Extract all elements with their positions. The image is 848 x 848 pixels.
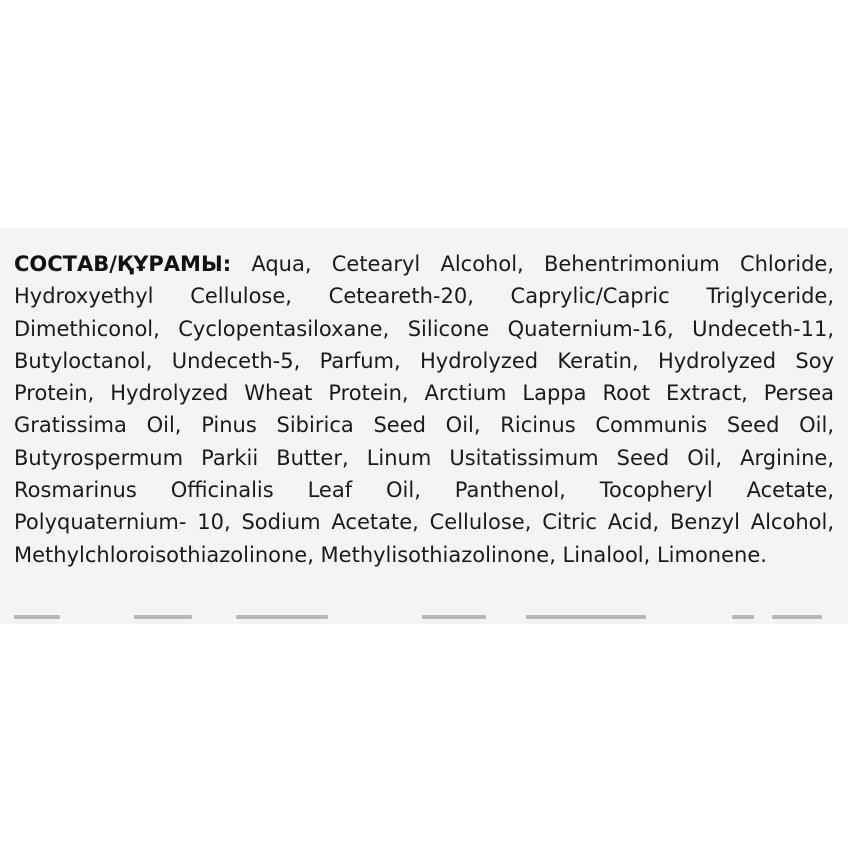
ingredients-paragraph — [14, 248, 834, 571]
ingredients-list: Aqua, Cetearyl Alcohol, Behentrimonium Chloride, Hydroxyethyl Cellulose, Ceteareth-20, Caprylic/Capric Triglyceride, Dimethiconol, Cyclopentasiloxane, Silicone Quaternium-16, Undeceth-11, Butyloctanol, Undeceth-5, Parfum, Hydrolyzed Keratin, Hydrolyzed Soy Protein, Hydrolyzed Wheat Protein, Arctium Lappa Root Extract, Persea Gratissima Oil, Pinus Sibirica Seed Oil, Ricinus Communis Seed Oil, Butyrospermum Parkii Butter, Linum Usitatissimum Seed Oil, Arginine, Rosmarinus Officinalis Leaf Oil, Panthenol, Tocopheryl Acetate, Polyquaternium- 10, Sodium Acetate, Cellulose, Citric Acid, Benzyl Alcohol, Methylchloroisothiazolinone, Methylisothiazolinone, Linalool, Limonene. — [14, 252, 834, 567]
ingredients-heading: СОСТАВ/ҚҰРАМЫ: — [14, 252, 232, 276]
cropped-next-line-fragment — [14, 615, 834, 624]
